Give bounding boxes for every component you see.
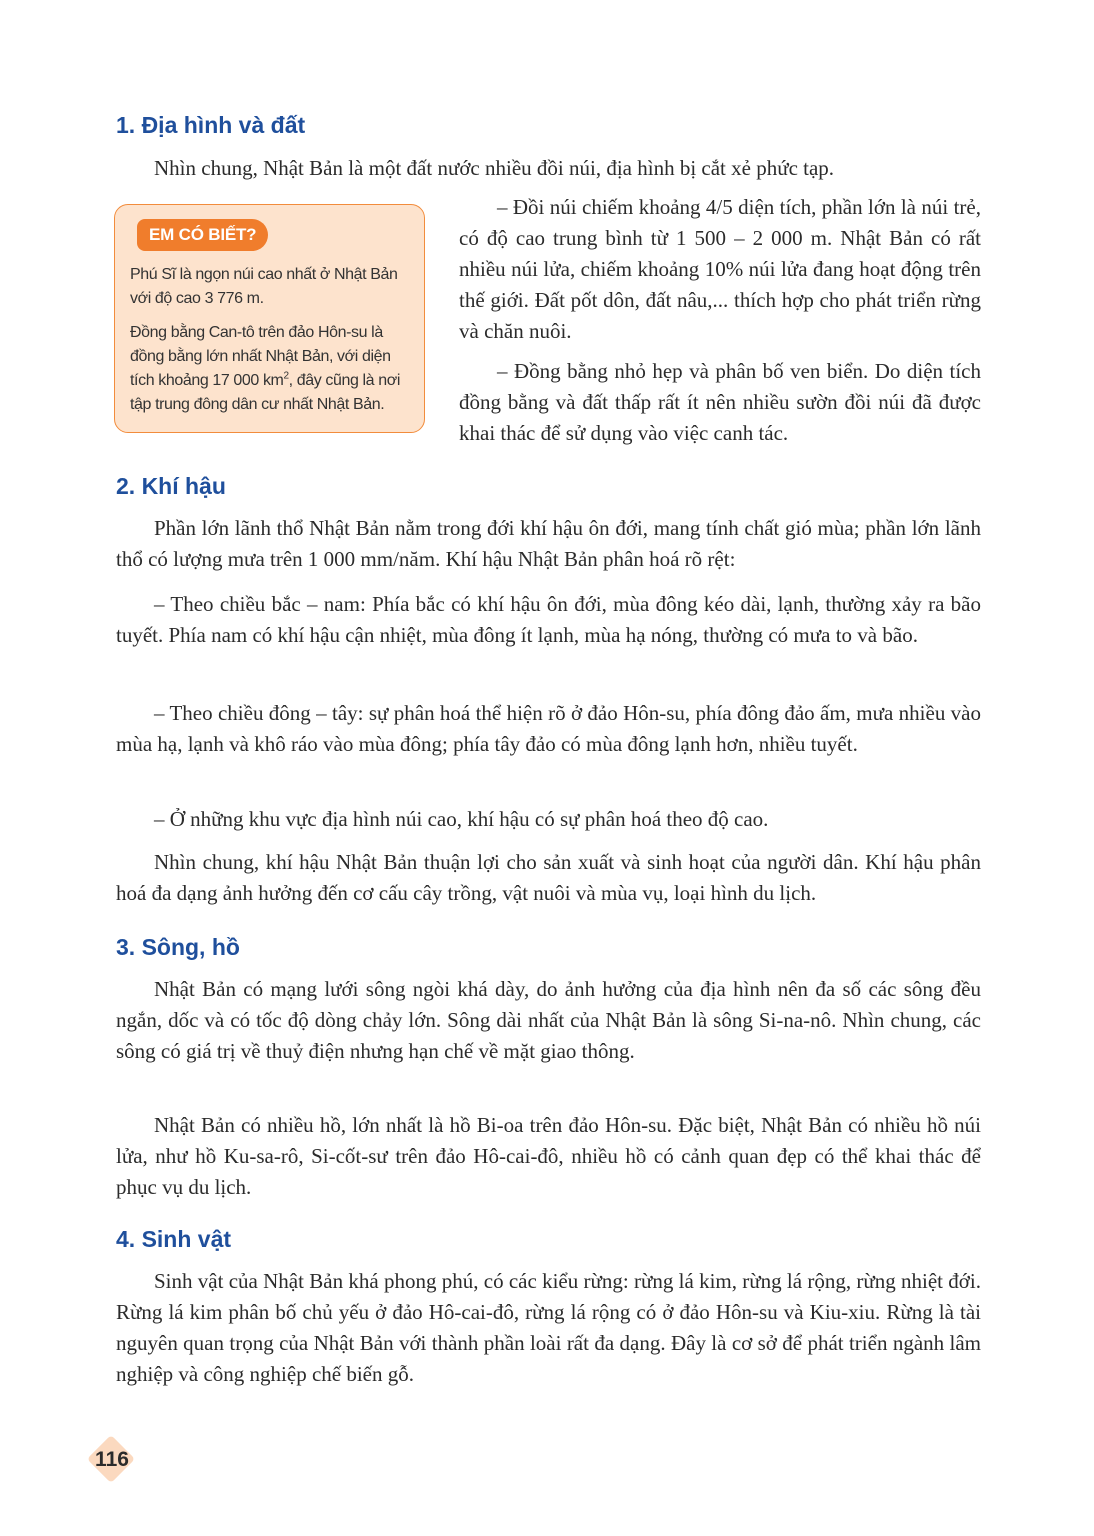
paragraph: – Đồi núi chiếm khoảng 4/5 diện tích, phần lớn là núi trẻ, có độ cao trung bình từ 1 500 – 2 000 m. Nhật Bản có rất nhiều núi lửa, chiếm khoảng 10% núi lửa đang hoạt động trên thế giới. Đất pốt dôn, đất nâu,... thích hợp cho phát triển rừng và chăn nuôi. [459,195,981,343]
paragraph: Nhìn chung, khí hậu Nhật Bản thuận lợi cho sản xuất và sinh hoạt của người dân. Khí hậu phân hoá đa dạng ảnh hưởng đến cơ cấu cây trồng, vật nuôi và mùa vụ, loại hình du lịch. [116,850,981,905]
section-heading-rivers-lakes: 3. Sông, hồ [116,934,240,960]
paragraph: Nhìn chung, Nhật Bản là một đất nước nhiều đồi núi, địa hình bị cắt xẻ phức tạp. [154,156,835,180]
did-you-know-text: Phú Sĩ là ngọn núi cao nhất ở Nhật Bản với độ cao 3 776 m. [130,266,398,307]
did-you-know-box [114,204,425,433]
paragraph: Sinh vật của Nhật Bản khá phong phú, có các kiểu rừng: rừng lá kim, rừng lá rộng, rừng nhiệt đới. Rừng lá kim phân bố chủ yếu ở đảo Hô-cai-đô, rừng lá rộng có ở đảo Hôn-su và Kiu-xiu. Rừng là tài nguyên quan trọng của Nhật Bản với thành phần loài rất đa dạng. Đây là cơ sở để phát triển ngành lâm nghiệp và công nghiệp chế biến gỗ. [116,1269,981,1386]
section-heading-climate: 2. Khí hậu [116,473,226,499]
paragraph: – Đồng bằng nhỏ hẹp và phân bố ven biển. Do diện tích đồng bằng và đất thấp rất ít nên nhiều sườn đồi núi đã được khai thác để sử dụng vào việc canh tác. [459,359,981,445]
paragraph: Nhật Bản có nhiều hồ, lớn nhất là hồ Bi-oa trên đảo Hôn-su. Đặc biệt, Nhật Bản có nhiều hồ núi lửa, như hồ Ku-sa-rô, Si-cốt-sư trên đảo Hô-cai-đô, nhiều hồ có cảnh quan đẹp có thể khai thác để phục vụ du lịch. [116,1113,981,1199]
paragraph: – Theo chiều đông – tây: sự phân hoá thể hiện rõ ở đảo Hôn-su, phía đông đảo ấm, mưa nhiều vào mùa hạ, lạnh và khô ráo vào mùa đông; phía tây đảo có mùa đông lạnh hơn, nhiều tuyết. [116,701,981,756]
section-heading-terrain: 1. Địa hình và đất [116,112,306,138]
section-heading-biology: 4. Sinh vật [116,1226,232,1252]
paragraph: Nhật Bản có mạng lưới sông ngòi khá dày, do ảnh hưởng của địa hình nên đa số các sông đều ngắn, dốc và có tốc độ dòng chảy lớn. Sông dài nhất của Nhật Bản là sông Si-na-nô. Nhìn chung, các sông có giá trị về thuỷ điện nhưng hạn chế về mặt giao thông. [116,977,981,1063]
page-number-text: 116 [95,1448,129,1471]
did-you-know-badge: EM CÓ BIẾT? [137,219,268,251]
paragraph: – Theo chiều bắc – nam: Phía bắc có khí hậu ôn đới, mùa đông kéo dài, lạnh, thường xảy ra bão tuyết. Phía nam có khí hậu cận nhiệt, mùa đông ít lạnh, mùa hạ nóng, thường có mưa to và bão. [116,592,981,647]
paragraph: – Ở những khu vực địa hình núi cao, khí hậu có sự phân hoá theo độ cao. [154,807,769,831]
page-number [88,1440,136,1480]
paragraph: Phần lớn lãnh thổ Nhật Bản nằm trong đới khí hậu ôn đới, mang tính chất gió mùa; phần lớn lãnh thổ có lượng mưa trên 1 000 mm/năm. Khí hậu Nhật Bản phân hoá rõ rệt: [116,516,981,571]
did-you-know-text: Đồng bằng Can-tô trên đảo Hôn-su là đồng bằng lớn nhất Nhật Bản, với diện tích khoảng 17 000 $km^2$, đây cũng là nơi tập trung đông dân cư nhất Nhật Bản. [130,324,400,413]
